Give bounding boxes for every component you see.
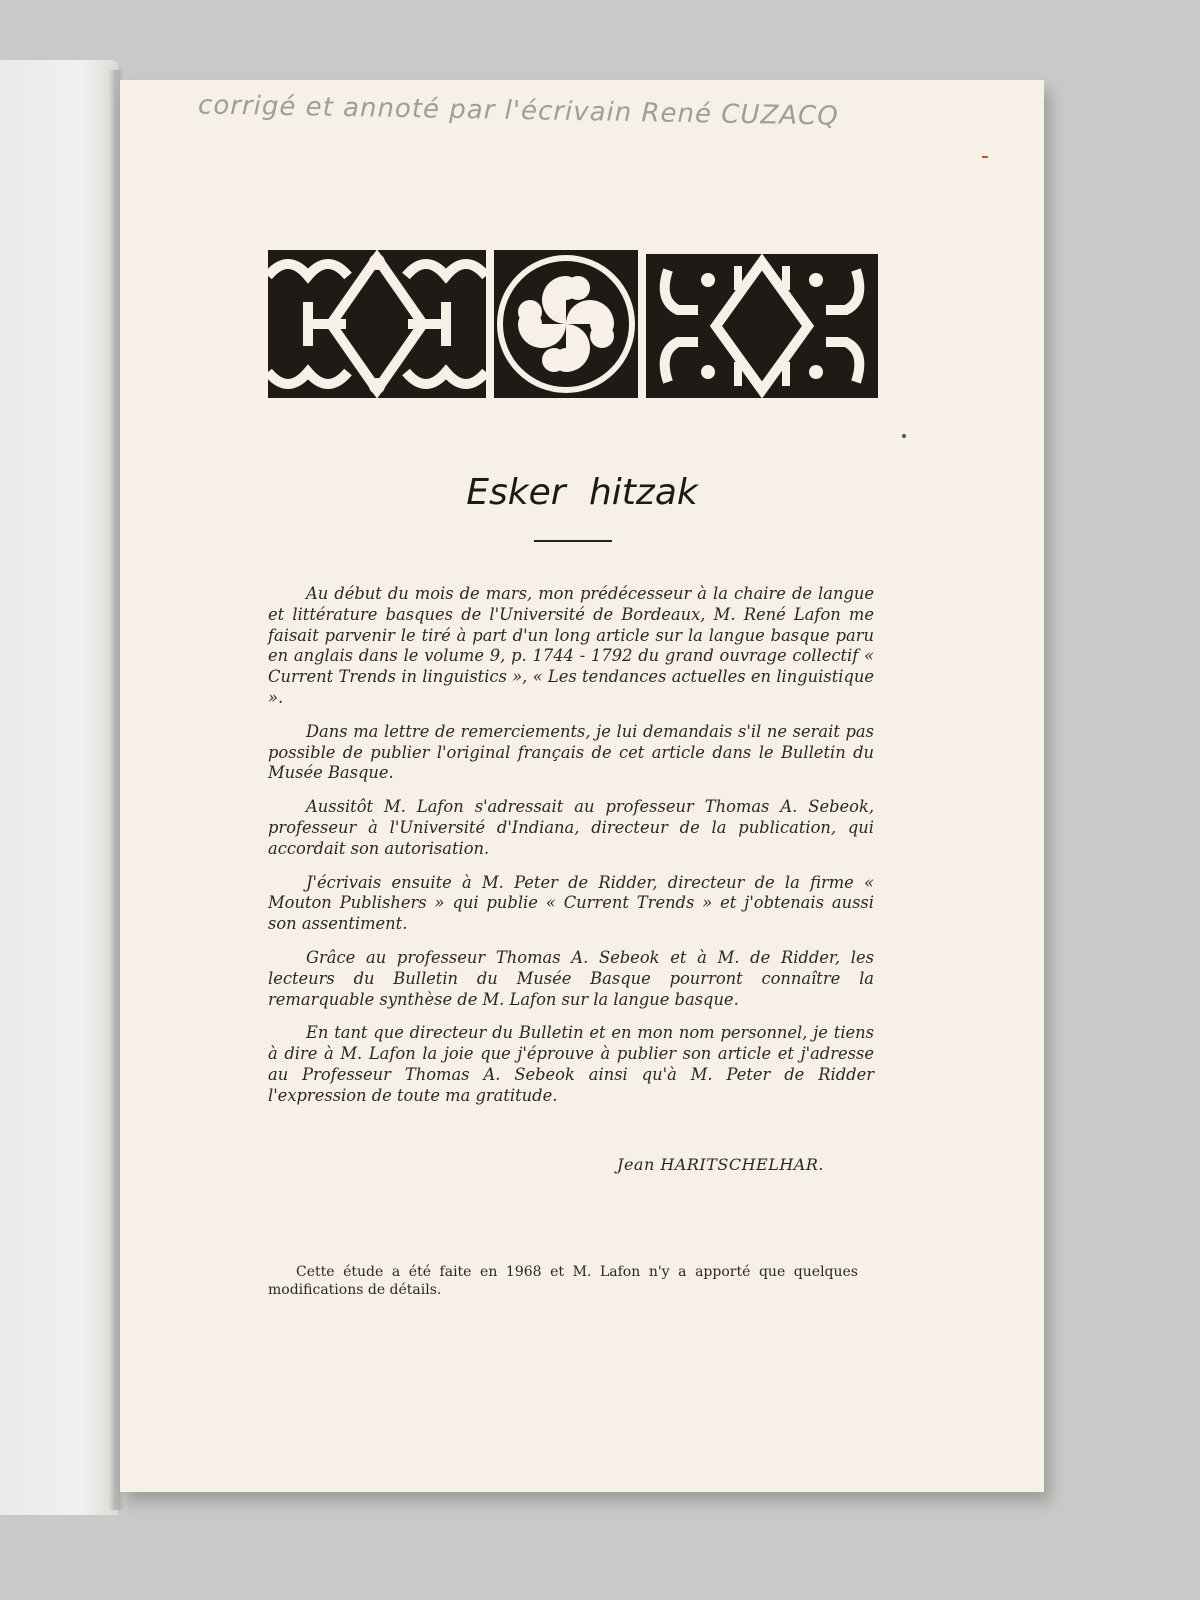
- paragraph-5: Grâce au professeur Thomas A. Sebeok et à M. de Ridder, les lecteurs du Bulletin du Musée Basque pourront connaître la remarquable synthèse de M. Lafon sur la langue basque.: [268, 947, 874, 1009]
- paragraph-4: J'écrivais ensuite à M. Peter de Ridder, directeur de la firme « Mouton Publishers » qui publie « Current Trends » et j'obtenais aussi son assentiment.: [268, 872, 874, 934]
- ink-speck: [902, 434, 906, 438]
- signature: Jean HARITSCHELHAR.: [617, 1155, 824, 1174]
- document-page: [120, 80, 1044, 1492]
- body-text: [268, 584, 874, 1120]
- paragraph-6: En tant que directeur du Bulletin et en mon nom personnel, je tiens à dire à M. Lafon la joie que j'éprouve à publier son article et j'adresse au Professeur Thomas A. Sebeok ainsi qu'à M. Peter de Ridder l'expression de toute ma gratitude.: [268, 1023, 874, 1105]
- paragraph-1: Au début du mois de mars, mon prédécesseur à la chaire de langue et littérature basques de l'Université de Bordeaux, M. René Lafon me faisait parvenir le tiré à part d'un long article sur la langue basque paru en anglais dans le volume 9, p. 1744 - 1792 du grand ouvrage collectif « Current Trends in linguistics », « Les tendances actuelles en linguistique ».: [268, 584, 874, 707]
- paragraph-3: Aussitôt M. Lafon s'adressait au professeur Thomas A. Sebeok, professeur à l'Université d'Indiana, directeur de la publication, qui accordait son autorisation.: [268, 797, 874, 858]
- frieze-left-panel: [268, 250, 486, 398]
- page-title: Esker hitzak: [466, 472, 698, 513]
- frieze-lauburu-panel: [494, 250, 638, 398]
- title-underline: [534, 540, 612, 542]
- footnote: [268, 1263, 858, 1299]
- red-ink-mark: [982, 156, 988, 158]
- handwritten-annotation: [197, 90, 1038, 166]
- annotation-text: corrigé et annoté par l'écrivain René CUZACQ: [197, 90, 839, 132]
- basque-frieze-ornament: [268, 250, 878, 400]
- frieze-right-panel: [646, 254, 878, 398]
- footnote-text: Cette étude a été faite en 1968 et M. Lafon n'y a apporté que quelques modifications de détails.: [268, 1264, 858, 1298]
- paragraph-2: Dans ma lettre de remerciements, je lui demandais s'il ne serait pas possible de publier l'original français de cet article dans le Bulletin du Musée Basque.: [268, 721, 874, 783]
- left-page: [0, 60, 118, 1515]
